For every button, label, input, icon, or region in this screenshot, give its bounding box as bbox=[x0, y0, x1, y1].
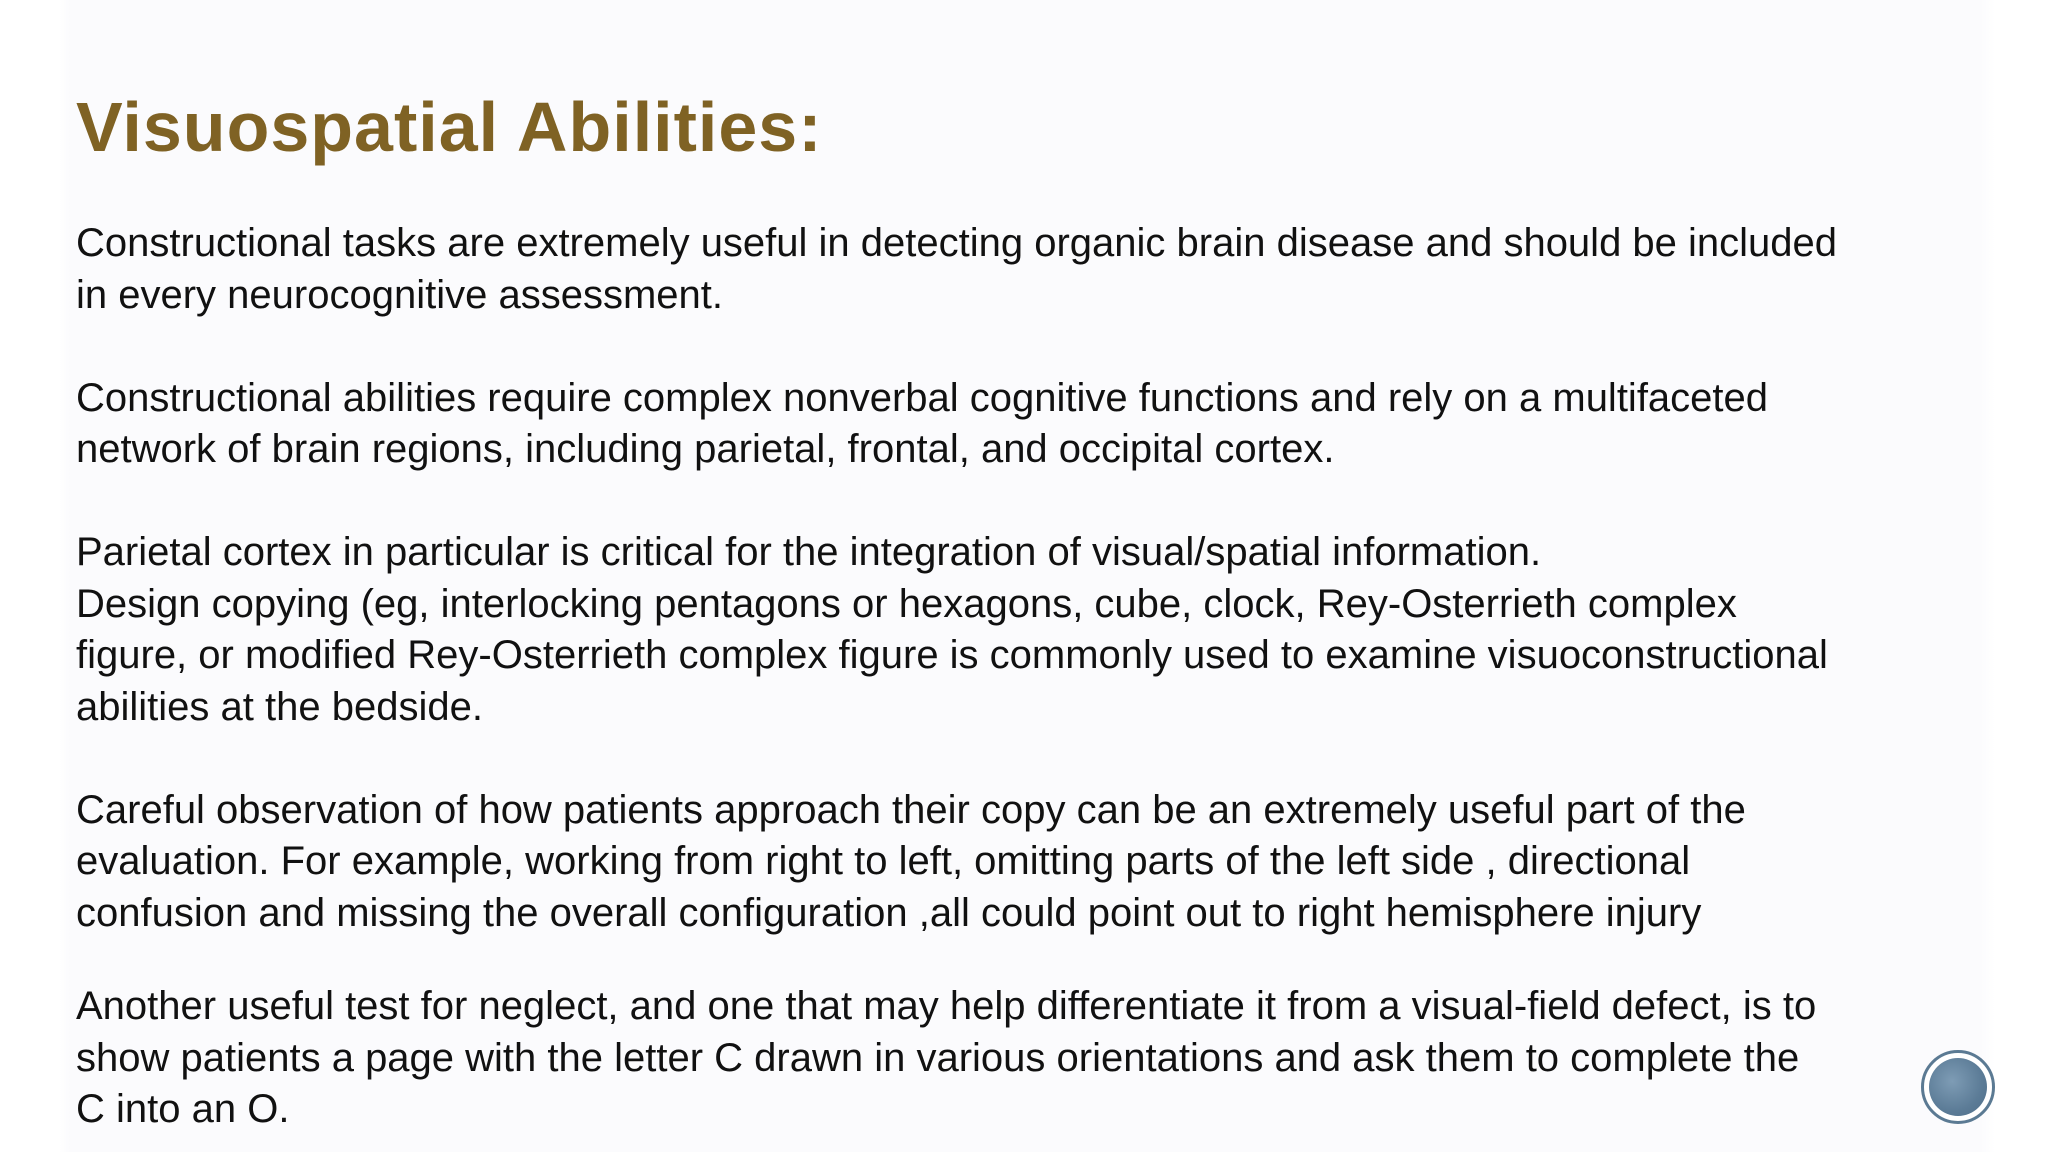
paragraph-line: evaluation. For example, working from right to left, omitting parts of the left side , directional bbox=[76, 839, 1691, 883]
paragraph-line: Parietal cortex in particular is critical for the integration of visual/spatial information. bbox=[76, 530, 1542, 574]
paragraph-line: Design copying (eg, interlocking pentagons or hexagons, cube, clock, Rey-Osterrieth complex bbox=[76, 581, 1737, 626]
paragraph-4 bbox=[76, 785, 1986, 940]
paragraph-line: in every neurocognitive assessment. bbox=[76, 272, 723, 317]
slide-title: Visuospatial Abilities: bbox=[76, 88, 823, 166]
paragraph-2 bbox=[76, 373, 1986, 476]
circle-button-fill bbox=[1929, 1058, 1987, 1116]
paragraph-line: Constructional abilities require complex nonverbal cognitive functions and rely on a multifaceted bbox=[76, 375, 1769, 420]
paragraph-line: show patients a page with the letter C drawn in various orientations and ask them to complete the bbox=[76, 1035, 1800, 1080]
paragraph-line: abilities at the bedside. bbox=[76, 684, 483, 729]
paragraph-3 bbox=[76, 527, 1986, 733]
circle-button-icon[interactable] bbox=[1921, 1050, 1995, 1124]
paragraph-line: C into an O. bbox=[76, 1087, 290, 1131]
paragraph-line: confusion and missing the overall configuration ,all could point out to right hemisphere injury bbox=[76, 890, 1702, 935]
paragraph-line: Careful observation of how patients approach their copy can be an extremely useful part of the bbox=[76, 787, 1746, 832]
paragraph-line: Another useful test for neglect, and one that may help differentiate it from a visual-field defect, is to bbox=[76, 984, 1817, 1028]
paragraph-line: Constructional tasks are extremely useful in detecting organic brain disease and should be included bbox=[76, 221, 1838, 265]
paragraph-5 bbox=[76, 981, 1986, 1136]
paragraph-1 bbox=[76, 218, 1986, 321]
paragraph-line: figure, or modified Rey-Osterrieth complex figure is commonly used to examine visuoconstructional bbox=[76, 633, 1828, 677]
slide-body bbox=[76, 218, 1986, 1136]
paragraph-line: network of brain regions, including parietal, frontal, and occipital cortex. bbox=[76, 427, 1335, 471]
